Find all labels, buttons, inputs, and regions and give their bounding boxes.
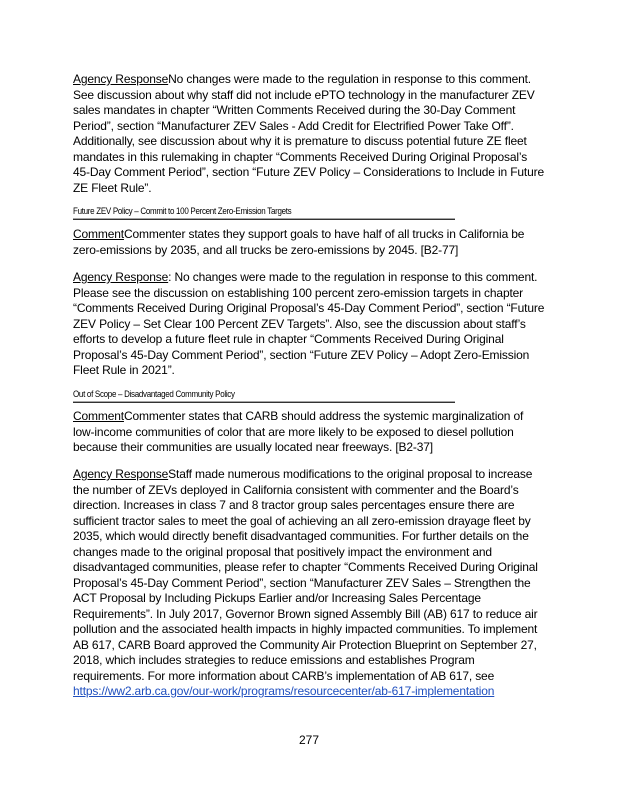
agency-response-paragraph-3 xyxy=(73,467,545,700)
page-number: 277 xyxy=(298,733,320,747)
section-heading-future-zev-policy: Future ZEV Policy – Commit to 100 Percent Zero-Emission Targets xyxy=(73,206,455,220)
comment-label: Comment xyxy=(73,409,124,423)
comment-paragraph-2 xyxy=(73,409,545,456)
ab-617-implementation-link[interactable]: https://ww2.arb.ca.gov/our-work/programs/resourcecenter/ab-617-implementation xyxy=(73,684,495,698)
agency-response-label: Agency Response xyxy=(73,72,169,86)
agency-response-text: : No changes were made to the regulation in response to this comment. Please see the discussion on establishing 100 percent zero-emission targets in chapter “Comments Received During Original Proposal’s 45-Day Comment Period”, section “Future ZEV Policy – Set Clear 100 Percent ZEV Targets”. Also, see the discussion about staff’s efforts to develop a future fleet rule in chapter “Comments Received During Original Proposal’s 45-Day Comment Period”, section “Future ZEV Policy – Adopt Zero-Emission Fleet Rule in 2021”. xyxy=(73,270,545,377)
agency-response-paragraph-1 xyxy=(73,72,545,196)
agency-response-label: Agency Response xyxy=(73,467,169,481)
comment-text: Commenter states they support goals to have half of all trucks in California be zero-emissions by 2035, and all trucks be zero-emissions by 2045. [B2-77] xyxy=(73,227,525,257)
comment-text: Commenter states that CARB should address the systemic marginalization of low-income communities of color that are more likely to be exposed to diesel pollution because their communities are usually located near freeways. [B2-37] xyxy=(73,409,524,454)
section-heading-out-of-scope: Out of Scope – Disadvantaged Community Policy xyxy=(73,389,455,403)
comment-paragraph-1 xyxy=(73,227,545,258)
agency-response-paragraph-2 xyxy=(73,270,545,379)
agency-response-label: Agency Response xyxy=(73,270,169,284)
agency-response-text: No changes were made to the regulation in response to this comment. See discussion about why staff did not include ePTO technology in the manufacturer ZEV sales mandates in chapter “Written Comments Received during the 30-Day Comment Period”, section “Manufacturer ZEV Sales - Add Credit for Electrified Power Take Off”. Additionally, see discussion about why it is premature to discuss potential future ZE fleet mandates in this rulemaking in chapter “Comments Received During Original Proposal’s 45-Day Comment Period”, section “Future ZEV Policy – Considerations to Include in Future ZE Fleet Rule”. xyxy=(73,72,545,195)
comment-label: Comment xyxy=(73,227,124,241)
agency-response-text: Staff made numerous modifications to the original proposal to increase the number of ZEVs deployed in California consistent with commenter and the Board’s direction. Increases in class 7 and 8 tractor group sales percentages ensure there are sufficient tractor sales to meet the goal of achieving an all zero-emission drayage fleet by 2035, which would directly benefit disadvantaged communities. For further details on the changes made to the original proposal that positively impact the environment and disadvantaged communities, please refer to chapter “Comments Received During Original Proposal’s 45-Day Comment Period”, section “Manufacturer ZEV Sales – Strengthen the ACT Proposal by Including Pickups Earlier and/or Increasing Sales Percentage Requirements”. In July 2017, Governor Brown signed Assembly Bill (AB) 617 to reduce air pollution and the associated health impacts in highly impacted communities. To implement AB 617, CARB Board approved the Community Air Protection Blueprint on September 27, 2018, which includes strategies to reduce emissions and establishes Program requirements. For more information about CARB’s implementation of AB 617, see xyxy=(73,467,538,683)
